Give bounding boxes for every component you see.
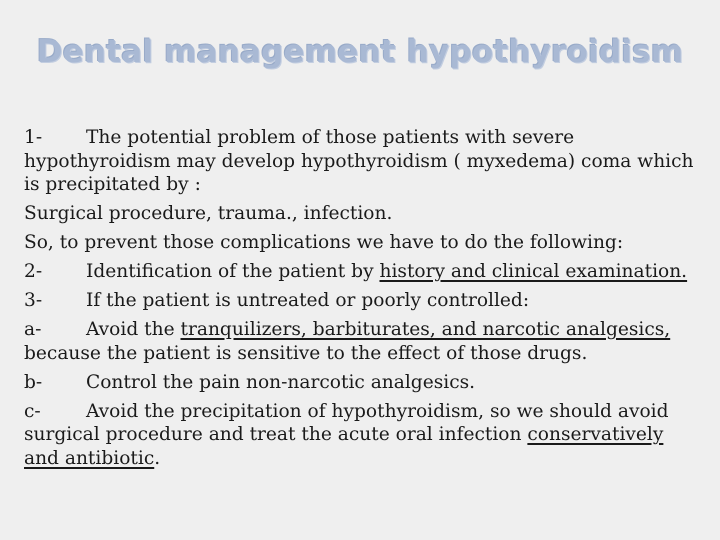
item-text-tail: because the patient is sensitive to the effect of those drugs. bbox=[24, 342, 588, 364]
slide-title: Dental management hypothyroidism bbox=[36, 34, 684, 70]
item-underlined-text: conservatively and antibiotic bbox=[24, 424, 664, 469]
item-c bbox=[24, 400, 704, 471]
item-b bbox=[24, 371, 704, 395]
item-prevention-intro bbox=[24, 231, 704, 255]
item-1 bbox=[24, 126, 704, 197]
item-text: Surgical procedure, trauma., infection. bbox=[24, 203, 393, 224]
item-number: 3- bbox=[24, 290, 43, 311]
item-2 bbox=[24, 260, 704, 284]
item-number: 1- bbox=[24, 127, 43, 148]
item-number: b- bbox=[24, 371, 43, 393]
item-text: Control the pain non-narcotic analgesics. bbox=[86, 371, 476, 393]
item-underlined-text: tranquilizers, barbiturates, and narcotic analgesics, bbox=[180, 319, 671, 340]
item-text-tail: . bbox=[154, 447, 161, 469]
item-text: If the patient is untreated or poorly controlled: bbox=[86, 290, 530, 311]
item-text: The potential problem of those patients with severe hypothyroidism may develop hypothyroidism ( myxedema) coma which is precipitated by : bbox=[24, 127, 694, 195]
item-number: a- bbox=[24, 319, 42, 340]
item-number: c- bbox=[24, 400, 41, 422]
item-a bbox=[24, 318, 704, 365]
item-text: Avoid the precipitation of hypothyroidism, so we should avoid surgical procedure and treat the acute oral infection bbox=[24, 400, 669, 445]
item-text: Avoid the bbox=[86, 319, 181, 340]
content-body bbox=[24, 126, 704, 476]
item-3 bbox=[24, 289, 704, 313]
item-causes bbox=[24, 202, 704, 226]
item-number: 2- bbox=[24, 261, 43, 282]
item-text: Identification of the patient by bbox=[86, 261, 380, 282]
item-text: So, to prevent those complications we have to do the following: bbox=[24, 232, 624, 253]
item-underlined-text: history and clinical examination. bbox=[379, 261, 688, 282]
